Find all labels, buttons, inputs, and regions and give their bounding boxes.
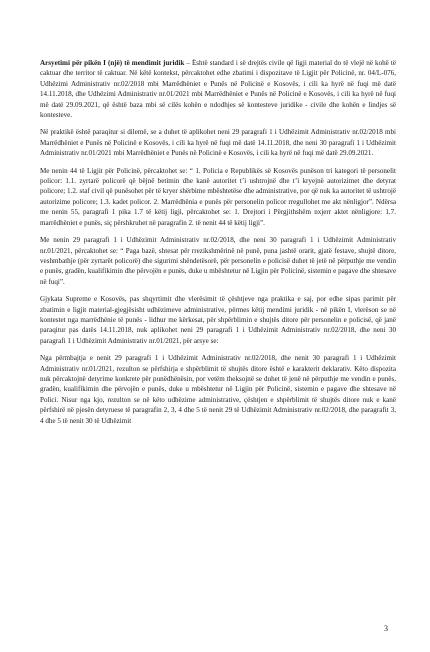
paragraph-5 [40,294,396,346]
paragraph-6 [40,353,396,426]
paragraph-text: Me nenin 29 paragrafi 1 i Udhëzimit Administrativ nr.02/2018, dhe neni 30 paragrafi 1 i Udhëzimit Administrativ nr.01/2021, përcaktohet se: “ Paga bazë, shtesat për rrezikshmërinë në punë, puna jashtë orarit, gjatë festave, shujtë ditore, veshmbathje (për zyrtarët policorë) dhe sigurimi shëndetësorë, për personelin e policisë duhet të jetë në përputhje me vendin e punës, gradën, kualifikimin dhe përvojën e punës, duke u mbështetur në Ligjin për Policinë, sistemin e pagave dhe shtesave në fuqi”. [40,236,396,286]
paragraph-text: Me nenin 44 të Ligjit për Policinë, përcaktohet se: “ 1. Policia e Republikës së Kosovës punëson tri kategori të personelit policor: 1.1. zyrtarë policorë që bëjnë betimin dhe kanë autoritet t’i ushtrojnë dhe t’i kryejnë autorizimet dhe detyrat policore; 1.2. staf civil që punësohet për të kryer shërbime mbështetëse dhe administrative, por që nuk ka autoritet të ushtrojë autorizime policore; 1.3. kadet policor. 2. Marrëdhënia e punës për personelin policor rregullohet me akt nënligjor”. Ndërsa me nenin 55, paragrafi 1 pika 1.7 të këtij ligji, përcaktohet se: 1. Drejtori i Përgjithshëm nxjerr aktet nënligjore: 1.7. marrëdhëniet e punës, siç përshkruhet në paragrafin 2. të nenit 44 të këtij ligji”. [40,166,396,227]
paragraph-2 [40,127,396,158]
page-number: 3 [384,624,388,633]
paragraph-3 [40,166,396,228]
section-heading: Arsyetimi për pikën I (një) të mendimit juridik [40,59,185,67]
paragraph-text: – Është standard i së drejtës civile që ligji material do të vlejë në kohë të caktuar dhe territor të caktuar. Në këtë kontekst, përcaktohet edhe zbatimi i dispozitave të Ligjit për Policinë, nr. 04/L-076, Udhëzimi Administrativ nr.02/2018 mbi Marrëdhëniet e Punës në Policinë e Kosovës, i cili ka hyrë në fuqi më datë 14.11.2018, dhe Udhëzimi Administrativ nr.01/2021 mbi Marrëdhëniet e Punës në Policinë e Kosovës, i cili ka hyrë në fuqi më datë 29.09.2021, që është baza mbi së cilës kohën e ndodhjes së kontesteve juridike - civile dhe kohën e lindjes së kontesteve. [40,59,397,120]
paragraph-text: Gjykata Supreme e Kosovës, pas shqyrtimit dhe vlerësimit të çështjeve nga praktika e saj, por edhe sipas parimit për zbatimin e ligjit material-gjegjësisht udhëzimeve administrative, përmes këtij mendimi juridik - në pikën I, vlerëson se në kontestet nga marrëdhënie të punës - lidhur me kërkesat, për shpërblimin e shujtës ditore për personelin e policisë, që janë paraqitur pas datës 14.11.2018, nuk aplikohet neni 29 paragrafi 1 i Udhëzimit Administrativ nr.02/2018, dhe neni 30 paragrafi 1 i Udhëzimit Administrativ nr.01/2021, për arsye se: [40,295,396,345]
paragraph-text: Nga përmbajtja e nenit 29 paragrafi 1 i Udhëzimit Administrativ nr.02/2018, dhe nenit 30 paragrafi 1 i Udhëzimit Administrativ nr.01/2021, rezulton se përfshirja e shpërblimit të shujtës ditore është e karakterit deklarativ. Këto dispozita nuk përcaktojnë detyrime konkrete për punëdhënësin, por vetëm theksojnë se duhet të jenë në përputhje me vendin e punës, gradën, kualifikimin dhe përvojën e punës, duke u mbështetur në Ligjin për Policinë, sistemin e pagave dhe shtesave në Polici. Nisur nga kjo, rezulton se në këto udhëzime administrative, çështjen e shpërblimit të shujtës ditore nuk e kanë përfshirë në pjesën detyruese të paragrafin 2, 3, 4 dhe 5 të nenit 29 të Udhëzimit Administrativ nr.02/2018, dhe paragrafit 3, 4 dhe 5 të nenit 30 të Udhëzimit [40,354,396,425]
paragraph-4 [40,235,396,287]
paragraph-text: Në praktikë është paraqitur si dilemë, se a duhet të aplikohet neni 29 paragrafi 1 i Udhëzimit Administrativ nr.02/2018 mbi Marrëdhëniet e Punës në Policinë e Kosovës, i cili ka hyrë në fuqi më datë 14.11.2018, dhe neni 30 paragrafi 1 i Udhëzimit Administrativ nr.01/2021 mbi Marrëdhëniet e Punës në Policinë e Kosovës, i cili ka hyrë në fuqi më datë 29.09.2021. [40,128,396,158]
paragraph-1 [40,58,396,120]
